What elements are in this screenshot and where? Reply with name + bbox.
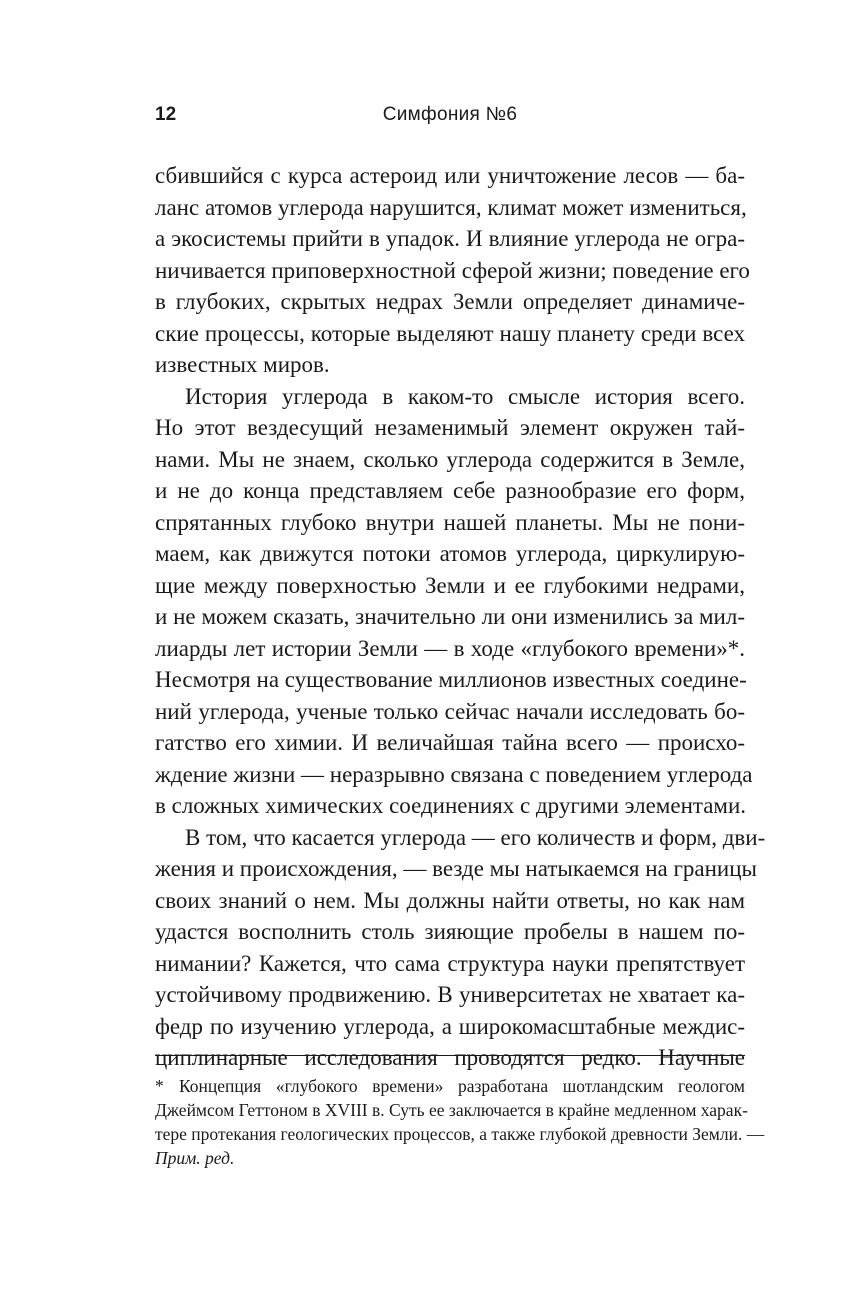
text-line: маем, как движутся потоки атомов углерода, циркулирую- (155, 541, 745, 566)
paragraph-first-line: В том, что касается углерода — его количеств и форм, дви- (185, 824, 766, 850)
text-line: своих знаний о нем. Мы должны найти ответы, но как нам (155, 887, 745, 913)
text-line: щие между поверхностью Земли и ее глубокими недрами, (155, 572, 745, 598)
text-line: жения и происхождения, — везде мы натыкаемся на границы (155, 856, 757, 881)
text-line: гатство его химии. И величайшая тайна всего — происхо- (155, 730, 745, 755)
text-line: ничивается приповерхностной сферой жизни; поведение его (155, 257, 750, 283)
footnote-divider (155, 1055, 745, 1056)
footnote-line (155, 1146, 745, 1170)
text-line: ские процессы, которые выделяют нашу планету среди всех (155, 320, 745, 346)
text-line: спрятанных глубоко внутри нашей планеты. Мы не пони- (155, 509, 745, 535)
footnote-line (155, 1074, 745, 1098)
text-line: в сложных химических соединениях с другими элементами. (155, 793, 747, 818)
text-line: а экосистемы прийти в упадок. И влияние углерода не огра- (155, 226, 745, 251)
text-line: нимании? Кажется, что сама структура науки препятствует (155, 950, 745, 976)
text-line: сбившийся с курса астероид или уничтожение лесов — ба- (155, 163, 745, 188)
text-line: циплинарные исследования проводятся редко. Научные (155, 1045, 745, 1070)
text-line: ждение жизни — неразрывно связана с поведением углерода (155, 761, 753, 787)
footnote-line: Джеймсом Геттоном в XVIII в. Суть ее заключается в крайне медленном харак- (155, 1100, 748, 1120)
footnote-line: тере протекания геологических процессов, а также глубокой древности Земли. — (155, 1124, 765, 1144)
running-title: Симфония №6 (382, 104, 518, 125)
text-line: известных миров. (155, 352, 330, 377)
text-line: нами. Мы не знаем, сколько углерода содержится в Земле, (155, 446, 745, 472)
main-text (155, 160, 766, 1074)
text-line: федр по изучению углерода, а широкомасштабные междис- (155, 1013, 745, 1039)
page-number: 12 (155, 104, 177, 125)
text-line: Несмотря на существование миллионов известных соедине- (155, 667, 747, 692)
running-header (155, 104, 745, 132)
editor-note: Прим. ред. (155, 1148, 235, 1168)
text-line: лиарды лет истории Земли — в ходе «глубокого времени»*. (155, 635, 745, 661)
text-line: и не до конца представляем себе разнообразие его форм, (155, 478, 745, 503)
text-line: устойчивому продвижению. В университетах не хватает ка- (155, 982, 745, 1007)
text-line: и не можем сказать, значительно ли они изменились за мил- (155, 604, 745, 629)
paragraph-first-line: История углерода в каком-то смысле история всего. (185, 383, 745, 409)
text-line: ний углерода, ученые только сейчас начали исследовать бо- (155, 698, 745, 724)
footnote-text: Концепция «глубокого времени» разработана шотландским геологом (179, 1076, 745, 1096)
text-line: удастся восполнить столь зияющие пробелы в нашем по- (155, 919, 745, 944)
text-line: в глубоких, скрытых недрах Земли определяет динамиче- (155, 289, 745, 314)
footnote (155, 1074, 765, 1170)
footnote-marker: * (155, 1076, 164, 1096)
text-line: Но этот вездесущий незаменимый элемент окружен тай- (155, 415, 745, 440)
text-line: ланс атомов углерода нарушится, климат может измениться, (155, 194, 747, 220)
